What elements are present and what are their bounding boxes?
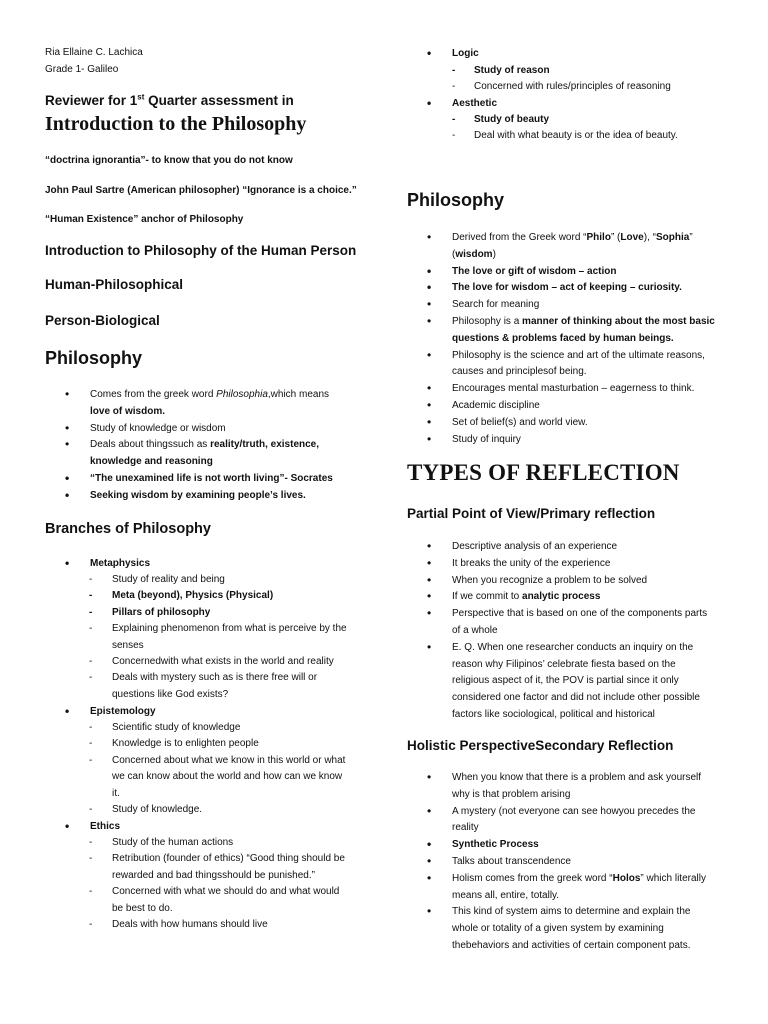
list-item: • Talks about transcendence <box>407 854 727 871</box>
author-name: Ria Ellaine C. Lachica <box>45 47 143 58</box>
list-item: - Concernedwith what exists in the world and reality <box>45 654 375 670</box>
subhead-intro: Introduction to Philosophy of the Human Person <box>45 243 357 258</box>
list-item: - Study of knowledge. <box>45 802 375 818</box>
branch-logic: • Logic <box>407 46 727 63</box>
branches-list <box>45 556 375 573</box>
list-item: • The love for wisdom – act of keeping – curiosity. <box>407 280 727 297</box>
branch-aesthetic: • Aesthetic <box>407 96 727 113</box>
list-item: - Knowledge is to enlighten people <box>45 736 375 752</box>
philosophy-list-right <box>407 230 727 448</box>
list-item: • Synthetic Process <box>407 837 727 854</box>
list-item: - Pillars of philosophy <box>45 605 375 621</box>
list-item: • Encourages mental masturbation – eagerness to think. <box>407 381 727 398</box>
list-item: - Concerned with what we should do and what would be best to do. <box>45 884 375 917</box>
list-item: - Scientific study of knowledge <box>45 720 375 736</box>
subhead-human: Human-Philosophical <box>45 277 184 292</box>
holistic-list <box>407 770 727 955</box>
list-item: - Concerned with rules/principles of reasoning <box>407 79 727 95</box>
list-item: • Deals about thingssuch as reality/truth, existence, knowledge and reasoning <box>45 437 375 471</box>
intro-line-1: “doctrina ignorantia”- to know that you do not know <box>45 155 293 166</box>
list-item: - Concerned about what we know in this world or what we can know about the world and how can we know it. <box>45 753 375 802</box>
branch-metaphysics: • Metaphysics <box>45 556 375 573</box>
list-item: • E. Q. When one researcher conducts an inquiry on the reason why Filipinos’ celebrate fiesta based on the religious aspect of it, the POV is partial since it only considered one factor and did not include other possible factors like sociological, political and historical <box>407 640 727 724</box>
list-item: • Seeking wisdom by examining people’s lives. <box>45 488 375 505</box>
list-item: • Perspective that is based on one of the components parts of a whole <box>407 606 727 640</box>
list-item: • Philosophy is a manner of thinking about the most basic questions & problems faced by human beings. <box>407 314 727 348</box>
metaphysics-details <box>45 572 375 703</box>
list-item: • The love or gift of wisdom – action <box>407 264 727 281</box>
list-item: - Deals with how humans should live <box>45 917 375 933</box>
aesthetic-details <box>407 112 727 145</box>
branch-ethics-list <box>45 819 375 836</box>
list-item: - Explaining phenomenon from what is perceive by the senses <box>45 621 375 654</box>
philosophy-heading-right: Philosophy <box>407 190 505 210</box>
list-item: • Comes from the greek word Philosophia,which means love of wisdom. <box>45 387 375 421</box>
philosophy-heading-left: Philosophy <box>45 348 143 368</box>
partial-list <box>407 539 727 724</box>
subhead-person: Person-Biological <box>45 313 160 328</box>
list-item: • Study of knowledge or wisdom <box>45 421 375 438</box>
list-item: - Meta (beyond), Physics (Physical) <box>45 588 375 604</box>
list-item: - Deal with what beauty is or the idea of beauty. <box>407 128 727 144</box>
list-item: - Study of reason <box>407 63 727 79</box>
branch-epistemology: • Epistemology <box>45 704 375 721</box>
list-item: • Derived from the Greek word “Philo” (Love), “Sophia” (wisdom) <box>407 230 727 264</box>
list-item: - Retribution (founder of ethics) “Good thing should be rewarded and bad thingsshould be punished.” <box>45 851 375 884</box>
reviewer-line: Reviewer for 1st Quarter assessment in <box>45 92 294 108</box>
aesthetic-list <box>407 96 727 113</box>
list-item: • Academic discipline <box>407 398 727 415</box>
list-item: • Holism comes from the greek word “Holos” which literally means all, entire, totally. <box>407 871 727 905</box>
list-item: - Deals with mystery such as is there free will or questions like God exists? <box>45 670 375 703</box>
logic-details <box>407 63 727 96</box>
branches-heading: Branches of Philosophy <box>45 521 211 537</box>
grade-line: Grade 1- Galileo <box>45 64 119 75</box>
list-item: • When you recognize a problem to be solved <box>407 573 727 590</box>
list-item: • Study of inquiry <box>407 432 727 449</box>
list-item: • If we commit to analytic process <box>407 589 727 606</box>
intro-line-3: “Human Existence” anchor of Philosophy <box>45 214 244 225</box>
main-title: Introduction to the Philosophy <box>45 113 307 135</box>
philosophy-list-left <box>45 387 375 505</box>
list-item: • Philosophy is the science and art of the ultimate reasons, causes and principlesof being. <box>407 348 727 382</box>
branch-epistemology-list <box>45 704 375 721</box>
epistemology-details <box>45 720 375 818</box>
list-item: - Study of beauty <box>407 112 727 128</box>
types-heading: TYPES OF REFLECTION <box>407 460 680 485</box>
list-item: • Descriptive analysis of an experience <box>407 539 727 556</box>
list-item: • Search for meaning <box>407 297 727 314</box>
list-item: • Set of belief(s) and world view. <box>407 415 727 432</box>
list-item: • “The unexamined life is not worth living”- Socrates <box>45 471 375 488</box>
ethics-details <box>45 835 375 933</box>
partial-heading: Partial Point of View/Primary reflection <box>407 506 656 521</box>
list-item: • This kind of system aims to determine and explain the whole or totality of a given system by examining thebehaviors and activities of certain component pats. <box>407 904 727 954</box>
list-item: - Study of reality and being <box>45 572 375 588</box>
intro-line-2: John Paul Sartre (American philosopher) “Ignorance is a choice.” <box>45 185 357 196</box>
list-item: • A mystery (not everyone can see howyou precedes the reality <box>407 804 727 838</box>
list-item: - Study of the human actions <box>45 835 375 851</box>
logic-list <box>407 46 727 63</box>
holistic-heading: Holistic PerspectiveSecondary Reflection <box>407 738 674 753</box>
branch-ethics: • Ethics <box>45 819 375 836</box>
list-item: • When you know that there is a problem and ask yourself why is that problem arising <box>407 770 727 804</box>
list-item: • It breaks the unity of the experience <box>407 556 727 573</box>
